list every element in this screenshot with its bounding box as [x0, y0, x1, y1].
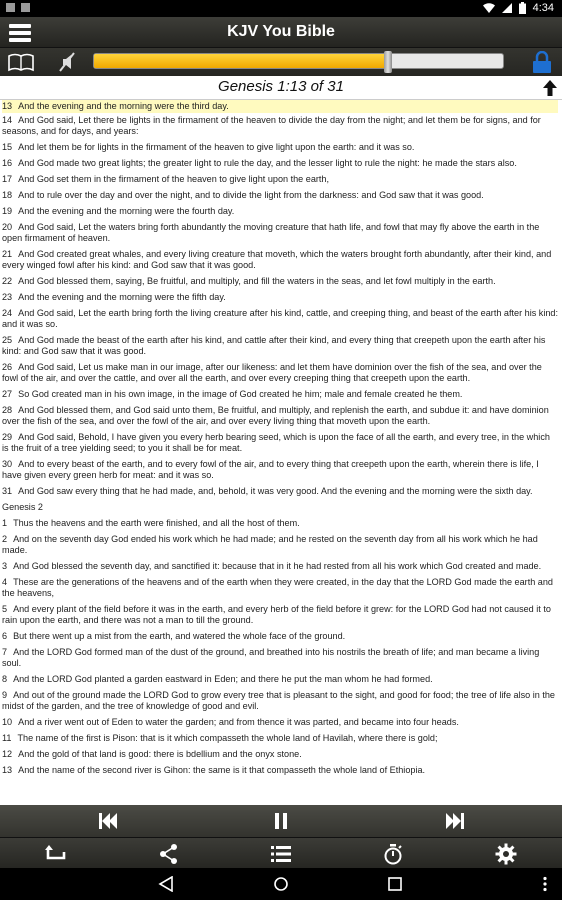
verse-row[interactable] [2, 631, 558, 642]
home-icon[interactable] [273, 876, 289, 892]
verse-text: So God created man in his own image, in the image of God created he him; male and female created he them. [18, 389, 463, 399]
verse-number: 31 [2, 486, 13, 496]
verse-row[interactable] [2, 690, 558, 712]
verse-text: These are the generations of the heavens and of the earth when they were created, in the day that the LORD God made the earth and the heavens, [2, 577, 553, 598]
verse-number: 29 [2, 432, 13, 442]
verse-row[interactable] [2, 432, 558, 454]
verse-text: And to every beast of the earth, and to every fowl of the air, and to every thing that creepeth upon the earth, wherein there is life, I have given every green herb for meat: and it was so. [2, 459, 539, 480]
verse-text: And God said, Let the waters bring forth abundantly the moving creature that hath life, and fowl that may fly above the earth in the open firmament of heaven. [2, 222, 540, 243]
verse-number: 25 [2, 335, 13, 345]
verse-text: And God blessed the seventh day, and sanctified it: because that in it he had rested from all his work which God created and made. [13, 561, 542, 571]
reference-bar [0, 76, 562, 100]
verse-row[interactable] [2, 604, 558, 626]
verse-row[interactable] [2, 362, 558, 384]
verse-number: 26 [2, 362, 13, 372]
verse-number: 7 [2, 647, 8, 657]
verse-number: 20 [2, 222, 13, 232]
verse-number: 2 [2, 534, 8, 544]
list-icon[interactable] [270, 843, 292, 865]
verse-row[interactable] [2, 717, 558, 728]
verse-row[interactable] [2, 486, 558, 497]
reference-title: Genesis 1:13 of 31 [218, 78, 344, 95]
verse-text: And the LORD God planted a garden eastward in Eden; and there he put the man whom he had formed. [13, 674, 433, 684]
verse-text: And on the seventh day God ended his work which he had made; and he rested on the seventh day from all his work which he had made. [2, 534, 538, 555]
app-title: KJV You Bible [227, 23, 335, 40]
verse-row[interactable] [2, 561, 558, 572]
verse-text: And out of the ground made the LORD God to grow every tree that is pleasant to the sight, and good for food; the tree of life also in the midst of the garden, and the tree of knowledge of good and evil. [2, 690, 555, 711]
share-icon[interactable] [158, 843, 180, 865]
verse-number: 27 [2, 389, 13, 399]
verse-row[interactable] [2, 389, 558, 400]
verse-row-current[interactable] [2, 100, 558, 113]
verse-text: The name of the first is Pison: that is it which compasseth the whole land of Havilah, where there is gold; [17, 733, 438, 743]
timer-icon[interactable] [382, 843, 404, 865]
verse-row[interactable] [2, 206, 558, 217]
verse-row[interactable] [2, 647, 558, 669]
book-icon[interactable] [8, 52, 34, 72]
notification-icon [21, 3, 30, 12]
verse-row[interactable] [2, 749, 558, 760]
more-icon[interactable] [537, 876, 553, 892]
verse-row[interactable] [2, 308, 558, 330]
verse-number: 17 [2, 174, 13, 184]
verse-text: And God said, Let there be lights in the firmament of the heaven to divide the day from the night; and let them be for signs, and for seasons, and for days, and years: [2, 115, 541, 136]
verse-number: 9 [2, 690, 8, 700]
verse-text: Thus the heavens and the earth were finished, and all the host of them. [13, 518, 300, 528]
verse-text: And let them be for lights in the firmament of the heaven to give light upon the earth: and it was so. [18, 142, 415, 152]
verse-text: And the LORD God formed man of the dust of the ground, and breathed into his nostrils the breath of life; and man became a living soul. [2, 647, 540, 668]
verse-row[interactable] [2, 674, 558, 685]
verse-row[interactable] [2, 158, 558, 169]
verse-row[interactable] [2, 292, 558, 303]
verse-text: And the gold of that land is good: there is bdellium and the onyx stone. [18, 749, 302, 759]
chapter-heading: Genesis 2 [2, 502, 43, 512]
settings-icon[interactable] [495, 843, 517, 865]
status-bar [0, 0, 562, 17]
verse-number: 12 [2, 749, 13, 759]
verse-row[interactable] [2, 733, 558, 744]
mute-icon[interactable] [56, 51, 78, 73]
verse-number: 4 [2, 577, 8, 587]
verse-number: 30 [2, 459, 13, 469]
verse-number: 6 [2, 631, 8, 641]
verse-text: And God made the beast of the earth after his kind, and cattle after their kind, and every thing that creepeth upon the earth after his kind: and God saw that it was good. [2, 335, 546, 356]
verse-text: And God created great whales, and every living creature that moveth, which the waters brought forth abundantly, after their kind, and every winged fowl after his kind: and God saw that it was good. [2, 249, 552, 270]
signal-icon [502, 3, 512, 13]
audio-progress-slider[interactable] [93, 53, 504, 69]
verse-row[interactable] [2, 276, 558, 287]
verse-number: 22 [2, 276, 13, 286]
system-nav-bar [0, 868, 562, 900]
verse-text: And the name of the second river is Gihon: the same is it that compasseth the whole land of Ethiopia. [18, 765, 426, 775]
verse-row[interactable] [2, 142, 558, 153]
verse-text: And God set them in the firmament of the heaven to give light upon the earth, [18, 174, 330, 184]
verse-row[interactable] [2, 190, 558, 201]
recents-icon[interactable] [387, 876, 403, 892]
skip-next-icon[interactable] [444, 811, 466, 831]
skip-previous-icon[interactable] [97, 811, 119, 831]
verse-text: And God said, Let us make man in our image, after our likeness: and let them have dominion over the fish of the sea, and over the fowl of the air, and over the cattle, and over all the earth, and over every creeping thing that creepeth upon the earth. [2, 362, 542, 383]
verse-row[interactable] [2, 174, 558, 185]
verse-text: And God made two great lights; the greater light to rule the day, and the lesser light to rule the night: he made the stars also. [18, 158, 517, 168]
pause-icon[interactable] [270, 811, 292, 831]
battery-icon [519, 2, 526, 14]
verse-text: And every plant of the field before it was in the earth, and every herb of the field before it grew: for the LORD God had not caused it to rain upon the earth, and there was not a man to till the ground. [2, 604, 551, 625]
verse-number: 13 [2, 765, 13, 775]
notification-icons [6, 3, 30, 12]
verse-list[interactable] [0, 100, 562, 805]
verse-text: And God saw every thing that he had made, and, behold, it was very good. And the evening and the morning were the sixth day. [18, 486, 533, 496]
verse-number: 3 [2, 561, 8, 571]
verse-text: And God blessed them, and God said unto them, Be fruitful, and multiply, and replenish the earth, and subdue it: and have dominion over the fish of the sea, and over the fowl of the air, and over every living thing that moveth upon the earth. [2, 405, 549, 426]
back-icon[interactable] [158, 876, 174, 892]
verse-row[interactable] [2, 765, 558, 776]
audio-toolbar [0, 48, 562, 76]
verse-number: 19 [2, 206, 13, 216]
verse-number: 18 [2, 190, 13, 200]
verse-number: 15 [2, 142, 13, 152]
verse-row[interactable] [2, 459, 558, 481]
verse-text: But there went up a mist from the earth, and watered the whole face of the ground. [13, 631, 346, 641]
verse-number: 23 [2, 292, 13, 302]
app-bar [0, 17, 562, 48]
verse-text: And a river went out of Eden to water the garden; and from thence it was parted, and became into four heads. [18, 717, 459, 727]
verse-number: 5 [2, 604, 8, 614]
verse-number: 16 [2, 158, 13, 168]
verse-row[interactable] [2, 577, 558, 599]
verse-text: And the evening and the morning were the fifth day. [18, 292, 226, 302]
verse-text: And the evening and the morning were the fourth day. [18, 206, 235, 216]
notification-icon [6, 3, 15, 12]
verse-number: 1 [2, 518, 8, 528]
verse-text: And the evening and the morning were the third day. [18, 101, 229, 111]
verse-number: 21 [2, 249, 13, 259]
verse-number: 8 [2, 674, 8, 684]
action-bar [0, 837, 562, 868]
verse-number: 10 [2, 717, 13, 727]
verse-row[interactable] [2, 405, 558, 427]
arrow-up-icon[interactable] [542, 79, 558, 97]
verse-text: And to rule over the day and over the night, and to divide the light from the darkness: and God saw that it was good. [18, 190, 484, 200]
verse-row[interactable] [2, 335, 558, 357]
verse-text: And God said, Behold, I have given you every herb bearing seed, which is upon the face of all the earth, and every tree, in the which is the fruit of a tree yielding seed; to you it shall be for meat. [2, 432, 550, 453]
slider-thumb[interactable] [384, 51, 392, 73]
verse-row[interactable] [2, 534, 558, 556]
lock-icon[interactable] [531, 51, 553, 73]
verse-number: 11 [2, 733, 12, 743]
player-controls [0, 805, 562, 837]
verse-row[interactable] [2, 222, 558, 244]
verse-number: 28 [2, 405, 13, 415]
repeat-icon[interactable] [45, 843, 67, 865]
verse-row[interactable] [2, 518, 558, 529]
verse-row[interactable] [2, 115, 558, 137]
verse-text: And God blessed them, saying, Be fruitful, and multiply, and fill the waters in the seas, and let fowl multiply in the earth. [18, 276, 496, 286]
audio-progress-fill [94, 54, 388, 68]
verse-number: 13 [2, 101, 13, 111]
verse-number: 24 [2, 308, 13, 318]
verse-text: And God said, Let the earth bring forth the living creature after his kind, cattle, and creeping thing, and beast of the earth after his kind: and it was so. [2, 308, 559, 329]
verse-number: 14 [2, 115, 13, 125]
clock: 4:34 [532, 2, 554, 14]
wifi-icon [483, 3, 495, 13]
verse-row[interactable] [2, 249, 558, 271]
